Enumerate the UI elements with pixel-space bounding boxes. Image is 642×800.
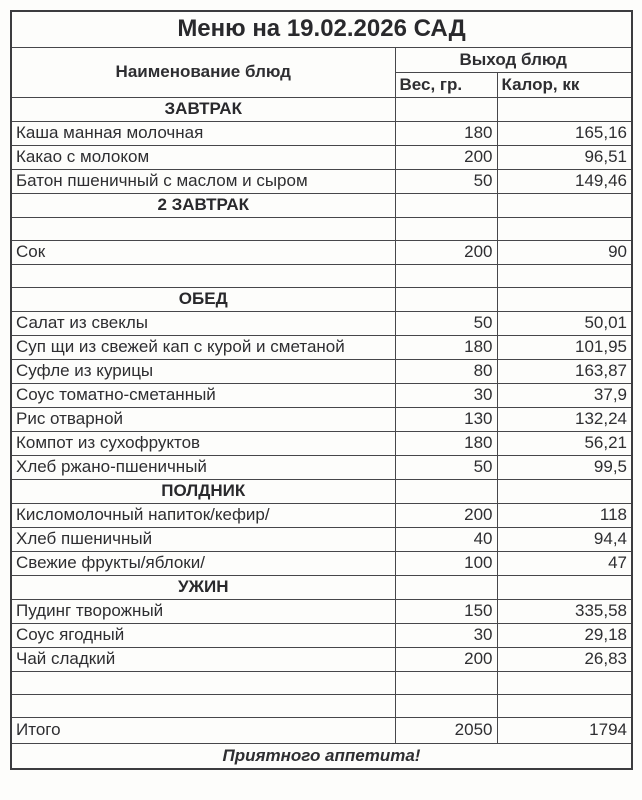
weight-cell: 200	[395, 647, 497, 671]
empty-row	[11, 264, 632, 287]
calories-cell: 26,83	[497, 647, 632, 671]
dish-name-cell: Итого	[11, 717, 395, 743]
calories-cell: 101,95	[497, 335, 632, 359]
weight-cell	[395, 264, 497, 287]
section-row	[11, 479, 632, 503]
weight-cell	[395, 694, 497, 717]
weight-cell: 200	[395, 145, 497, 169]
calories-cell	[497, 264, 632, 287]
calories-cell	[497, 479, 632, 503]
weight-cell: 150	[395, 599, 497, 623]
dish-name-cell: Чай сладкий	[11, 647, 395, 671]
dish-name-cell: Суп щи из свежей кап с курой и сметаной	[11, 335, 395, 359]
calories-cell	[497, 694, 632, 717]
menu-item-row	[11, 359, 632, 383]
dish-name-cell: Хлеб ржано-пшеничный	[11, 455, 395, 479]
weight-cell: 180	[395, 121, 497, 145]
calories-cell: 165,16	[497, 121, 632, 145]
dish-name-cell: Рис отварной	[11, 407, 395, 431]
table-header-row-1	[11, 47, 632, 72]
dish-name-cell: Суфле из курицы	[11, 359, 395, 383]
menu-rows	[11, 97, 632, 743]
dish-name-cell: Компот из сухофруктов	[11, 431, 395, 455]
weight-cell	[395, 217, 497, 240]
menu-item-row	[11, 455, 632, 479]
menu-item-row	[11, 551, 632, 575]
menu-table	[10, 10, 633, 770]
calories-cell: 163,87	[497, 359, 632, 383]
weight-cell	[395, 193, 497, 217]
dish-name-cell: ОБЕД	[11, 287, 395, 311]
calories-cell: 118	[497, 503, 632, 527]
footer-row	[11, 743, 632, 769]
weight-cell: 200	[395, 503, 497, 527]
calories-cell	[497, 217, 632, 240]
title-row	[11, 11, 632, 47]
menu-item-row	[11, 383, 632, 407]
dish-name-cell: Батон пшеничный с маслом и сыром	[11, 169, 395, 193]
col-header-output-group: Выход блюд	[395, 47, 632, 72]
weight-cell: 80	[395, 359, 497, 383]
total-row	[11, 717, 632, 743]
calories-cell: 90	[497, 240, 632, 264]
section-row	[11, 193, 632, 217]
calories-cell: 47	[497, 551, 632, 575]
calories-cell: 99,5	[497, 455, 632, 479]
weight-cell: 100	[395, 551, 497, 575]
calories-cell	[497, 575, 632, 599]
weight-cell: 180	[395, 335, 497, 359]
weight-cell	[395, 287, 497, 311]
menu-item-row	[11, 169, 632, 193]
dish-name-cell: Соус ягодный	[11, 623, 395, 647]
dish-name-cell: ПОЛДНИК	[11, 479, 395, 503]
dish-name-cell: Соус томатно-сметанный	[11, 383, 395, 407]
dish-name-cell: ЗАВТРАК	[11, 97, 395, 121]
weight-cell	[395, 479, 497, 503]
dish-name-cell	[11, 264, 395, 287]
menu-item-row	[11, 527, 632, 551]
footer-note: Приятного аппетита!	[11, 743, 632, 769]
col-header-dish-name: Наименование блюд	[11, 47, 395, 97]
calories-cell	[497, 287, 632, 311]
menu-item-row	[11, 121, 632, 145]
dish-name-cell: Каша манная молочная	[11, 121, 395, 145]
dish-name-cell: Хлеб пшеничный	[11, 527, 395, 551]
weight-cell: 180	[395, 431, 497, 455]
menu-item-row	[11, 407, 632, 431]
dish-name-cell: Салат из свеклы	[11, 311, 395, 335]
dish-name-cell: Какао с молоком	[11, 145, 395, 169]
menu-item-row	[11, 145, 632, 169]
calories-cell: 1794	[497, 717, 632, 743]
dish-name-cell: Кисломолочный напиток/кефир/	[11, 503, 395, 527]
dish-name-cell	[11, 694, 395, 717]
calories-cell	[497, 97, 632, 121]
weight-cell: 30	[395, 623, 497, 647]
dish-name-cell: 2 ЗАВТРАК	[11, 193, 395, 217]
menu-item-row	[11, 623, 632, 647]
menu-item-row	[11, 599, 632, 623]
dish-name-cell: Сок	[11, 240, 395, 264]
col-header-calories: Калор, кк	[497, 72, 632, 97]
menu-item-row	[11, 335, 632, 359]
menu-item-row	[11, 431, 632, 455]
calories-cell: 132,24	[497, 407, 632, 431]
dish-name-cell: Свежие фрукты/яблоки/	[11, 551, 395, 575]
calories-cell: 56,21	[497, 431, 632, 455]
weight-cell	[395, 575, 497, 599]
weight-cell	[395, 671, 497, 694]
section-row	[11, 287, 632, 311]
calories-cell: 37,9	[497, 383, 632, 407]
section-row	[11, 575, 632, 599]
weight-cell	[395, 97, 497, 121]
menu-item-row	[11, 647, 632, 671]
menu-item-row	[11, 240, 632, 264]
weight-cell: 50	[395, 311, 497, 335]
calories-cell: 335,58	[497, 599, 632, 623]
calories-cell: 29,18	[497, 623, 632, 647]
weight-cell: 30	[395, 383, 497, 407]
weight-cell: 130	[395, 407, 497, 431]
calories-cell: 149,46	[497, 169, 632, 193]
weight-cell: 200	[395, 240, 497, 264]
col-header-weight: Вес, гр.	[395, 72, 497, 97]
dish-name-cell	[11, 217, 395, 240]
weight-cell: 40	[395, 527, 497, 551]
weight-cell: 50	[395, 169, 497, 193]
calories-cell: 96,51	[497, 145, 632, 169]
calories-cell: 94,4	[497, 527, 632, 551]
dish-name-cell	[11, 671, 395, 694]
dish-name-cell: Пудинг творожный	[11, 599, 395, 623]
weight-cell: 2050	[395, 717, 497, 743]
document-title: Меню на 19.02.2026 САД	[11, 11, 632, 47]
empty-row	[11, 671, 632, 694]
dish-name-cell: УЖИН	[11, 575, 395, 599]
weight-cell: 50	[395, 455, 497, 479]
calories-cell	[497, 193, 632, 217]
section-row	[11, 97, 632, 121]
empty-row	[11, 694, 632, 717]
menu-item-row	[11, 311, 632, 335]
empty-row	[11, 217, 632, 240]
calories-cell	[497, 671, 632, 694]
menu-item-row	[11, 503, 632, 527]
calories-cell: 50,01	[497, 311, 632, 335]
